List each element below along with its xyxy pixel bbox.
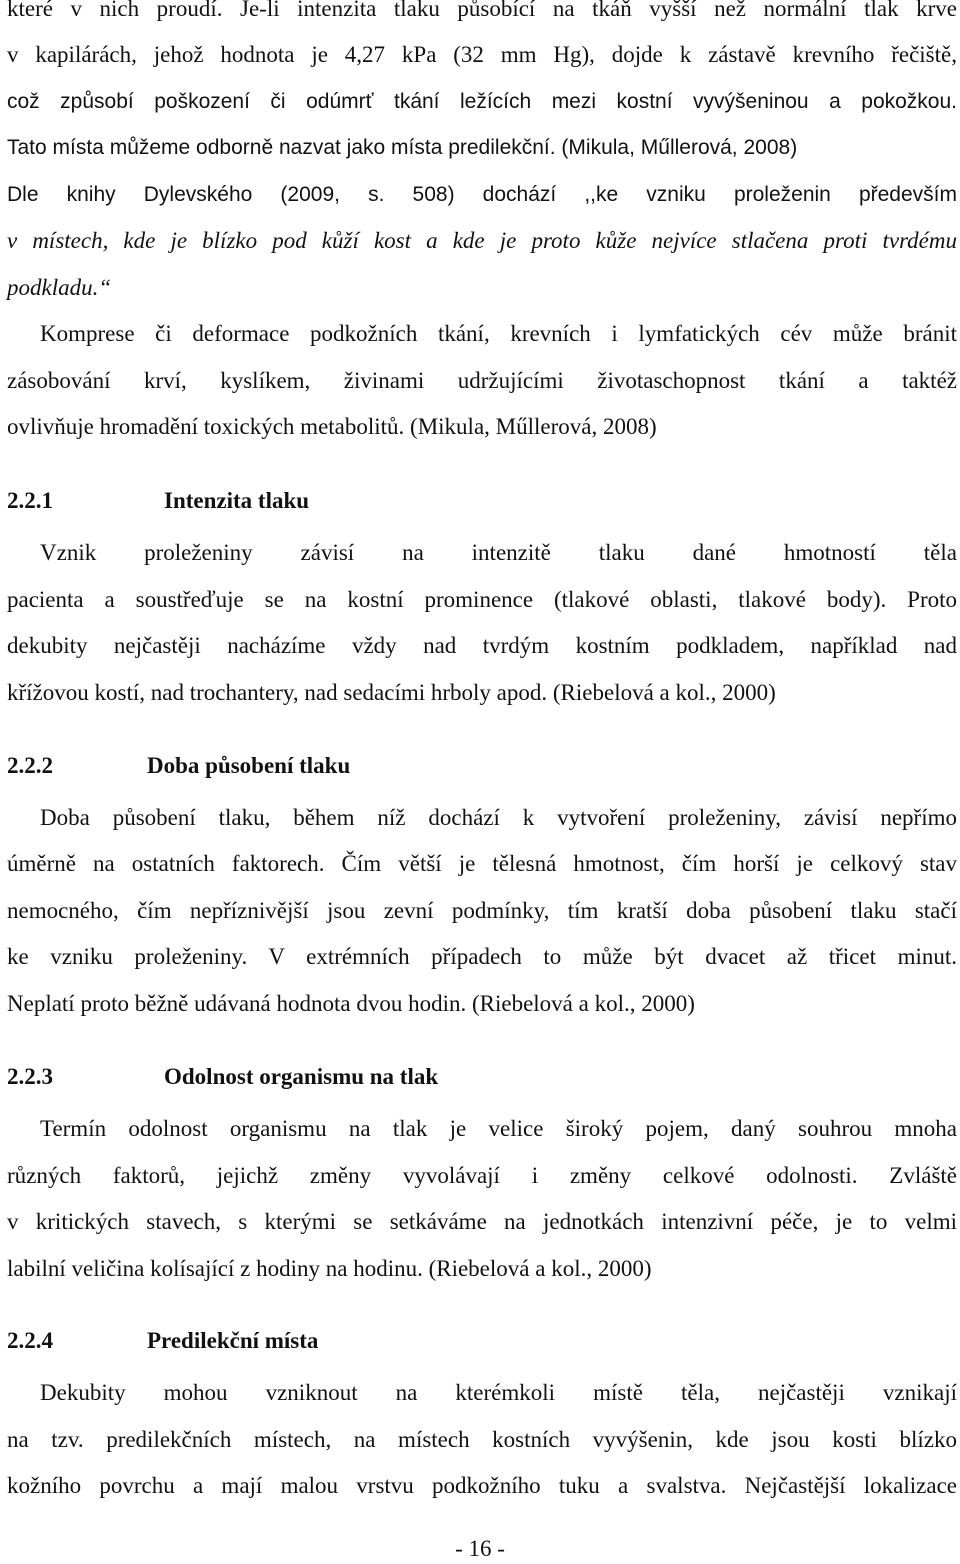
text-line: ovlivňuje hromadění toxických metabolitů. (Mikula, Műllerová, 2008) [7,414,657,439]
section-heading [7,1062,438,1092]
text-line: křížovou kostí, nad trochantery, nad sedacími hrboly apod. (Riebelová a kol., 2000) [7,680,776,705]
section-title: Doba působení tlaku [147,753,351,778]
section-number: 2.2.1 [7,488,53,513]
page-number: - 16 - [455,1536,505,1561]
text-line: Dekubity mohou vzniknout na kterémkoli místě těla, nejčastěji vznikají [40,1380,957,1405]
text-line: v kritických stavech, s kterými se setkáváme na jednotkách intenzivní péče, je to velmi [7,1209,957,1234]
text-line: kožního povrchu a mají malou vrstvu podkožního tuku a svalstva. Nejčastější lokalizace [7,1473,957,1498]
text-line: ke vzniku proleženiny. V extrémních případech to může být dvacet až třicet minut. [7,944,957,969]
section-title: Predilekční místa [147,1328,319,1353]
section-heading [7,751,350,781]
text-line: Neplatí proto běžně udávaná hodnota dvou hodin. (Riebelová a kol., 2000) [7,991,695,1016]
text-line: které v nich proudí. Je-li intenzita tlaku působící na tkáň vyšší než normální tlak krve [7,0,957,21]
text-line: nemocného, čím nepříznivější jsou zevní podmínky, tím kratší doba působení tlaku stačí [7,898,957,923]
text-line: úměrně na ostatních faktorech. Čím větší je tělesná hmotnost, čím horší je celkový stav [7,851,957,876]
text-line: Termín odolnost organismu na tlak je velice široký pojem, daný souhrou mnoha [40,1116,957,1141]
section-number: 2.2.3 [7,1064,53,1089]
text-line: v kapilárách, jehož hodnota je 4,27 kPa (32 mm Hg), dojde k zástavě krevního řečiště, [7,42,957,67]
text-line: labilní veličina kolísající z hodiny na hodinu. (Riebelová a kol., 2000) [7,1256,652,1281]
quote-line: v místech, kde je blízko pod kůží kost a kde je proto kůže nejvíce stlačena proti tvrdému [7,228,957,253]
text-line: zásobování krví, kyslíkem, živinami udržujícími životaschopnost tkání a taktéž [7,368,957,393]
text-line: Doba působení tlaku, během níž dochází k vytvoření proleženiny, závisí nepřímo [40,805,957,830]
section-number: 2.2.2 [7,753,53,778]
section-heading [7,486,309,516]
text-line: pacienta a soustřeďuje se na kostní prominence (tlakové oblasti, tlakové body). Proto [7,587,957,612]
text-line: dekubity nejčastěji nacházíme vždy nad tvrdým kostním podkladem, například nad [7,633,957,658]
quote-line: podkladu.“ [7,275,112,300]
text-line: Tato místa můžeme odborně nazvat jako místa predilekční. (Mikula, Műllerová, 2008) [7,136,798,159]
section-title: Odolnost organismu na tlak [164,1064,439,1089]
section-title: Intenzita tlaku [164,488,310,513]
text-line: což způsobí poškození či odúmrť tkání ležících mezi kostní vyvýšeninou a pokožkou. [7,90,957,113]
text-line: Komprese či deformace podkožních tkání, krevních i lymfatických cév může bránit [40,321,957,346]
section-number: 2.2.4 [7,1328,53,1353]
section-heading [7,1326,318,1356]
text-line: Dle knihy Dylevského (2009, s. 508) dochází ,,ke vzniku proleženin především [7,183,957,206]
text-line: na tzv. predilekčních místech, na místech kostních vyvýšenin, kde jsou kosti blízko [7,1427,957,1452]
text-line: různých faktorů, jejichž změny vyvolávají i změny celkové odolnosti. Zvláště [7,1163,957,1188]
text-line: Vznik proleženiny závisí na intenzitě tlaku dané hmotností těla [40,540,957,565]
